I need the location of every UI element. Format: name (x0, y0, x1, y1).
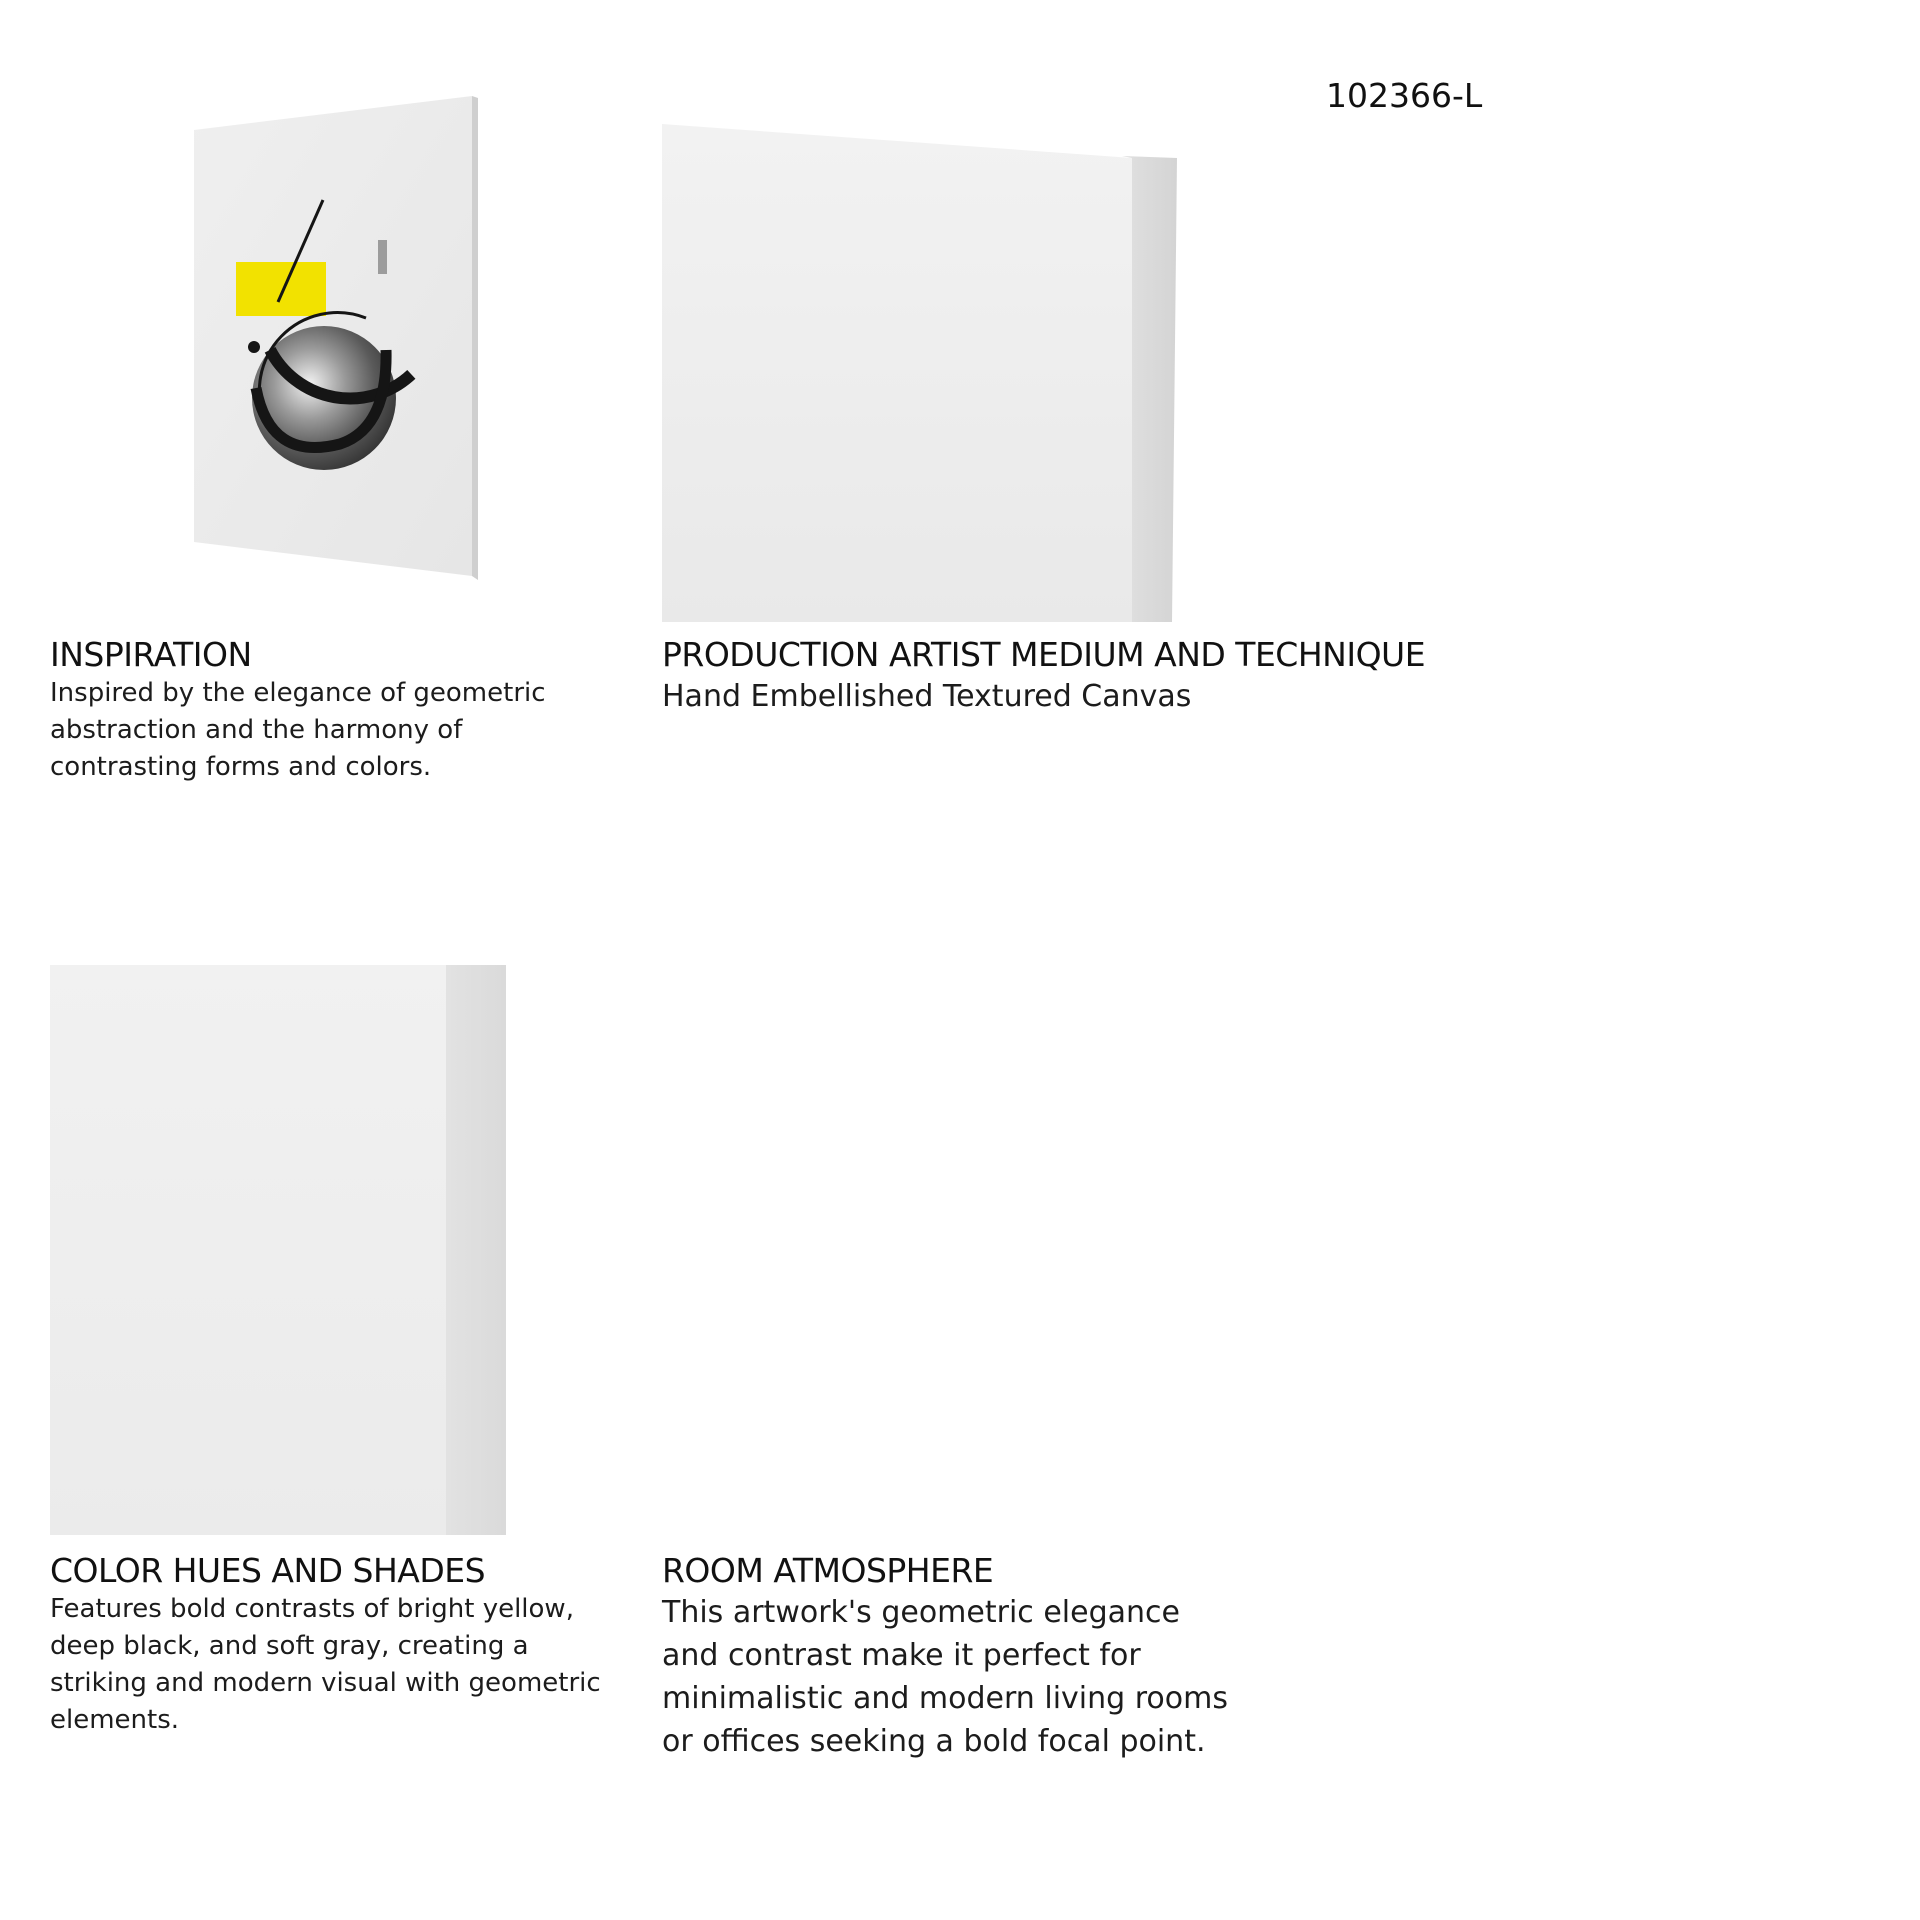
product-sku: 102366-L (1326, 76, 1483, 115)
room-section (662, 1551, 1262, 1763)
canvas-corner-closeup (662, 124, 1182, 622)
production-section (662, 635, 1662, 718)
room-heading: ROOM ATMOSPHERE (662, 1551, 994, 1590)
artwork-canvas (190, 92, 490, 582)
gray-bar (378, 240, 387, 274)
color-section (50, 1551, 640, 1739)
production-heading: PRODUCTION ARTIST MEDIUM AND TECHNIQUE (662, 635, 1426, 674)
canvas-edge-closeup (50, 965, 506, 1535)
canvas-corner-photo (662, 124, 1182, 622)
artwork-photo (190, 92, 490, 582)
inspiration-heading: INSPIRATION (50, 635, 252, 674)
color-heading: COLOR HUES AND SHADES (50, 1551, 486, 1590)
canvas-edge-photo (50, 965, 506, 1535)
color-text: Features bold contrasts of bright yellow, deep black, and soft gray, creating a striking and modern visual with geometric elements. (50, 1594, 601, 1735)
yellow-rectangle (236, 262, 326, 316)
room-text: This artwork's geometric elegance and contrast make it perfect for minimalistic and modern living rooms or offices seeking a bold focal point. (662, 1595, 1228, 1759)
production-text: Hand Embellished Textured Canvas (662, 679, 1192, 714)
inspiration-section (50, 635, 640, 786)
inspiration-text: Inspired by the elegance of geometric abstraction and the harmony of contrasting forms and colors. (50, 678, 546, 782)
